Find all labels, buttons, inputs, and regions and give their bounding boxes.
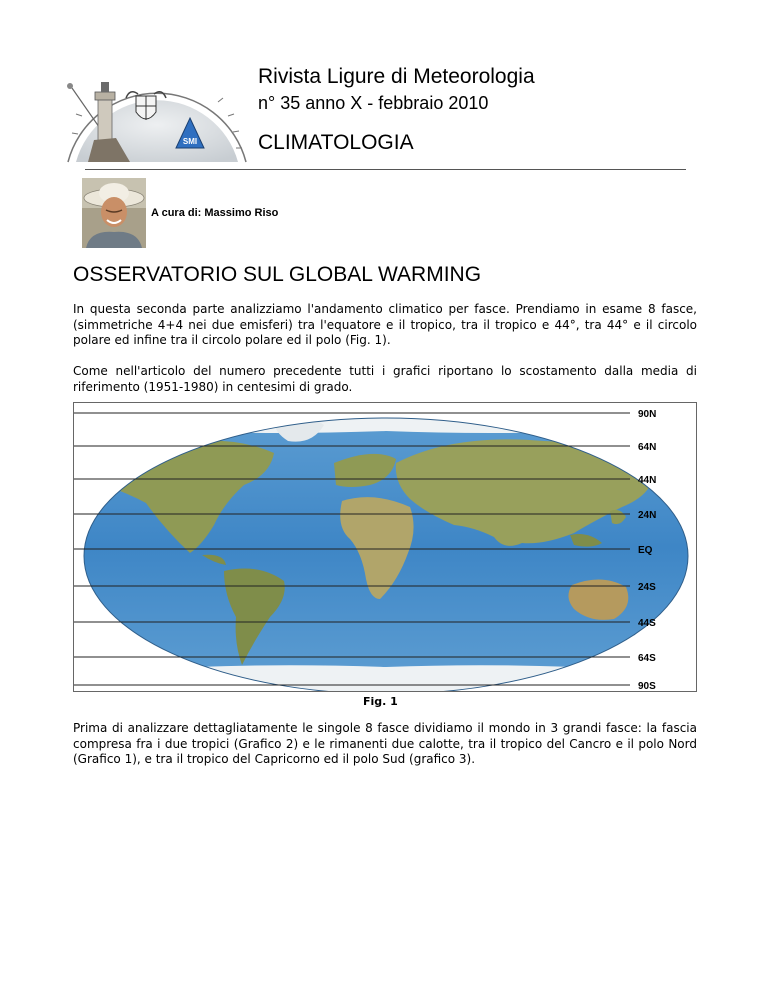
figure-caption: Fig. 1 (363, 695, 398, 708)
magazine-logo (58, 76, 250, 166)
world-map-figure (73, 402, 697, 692)
latitude-label-90n: 90N (638, 409, 657, 420)
latitude-label-24n: 24N (638, 510, 657, 521)
latitude-label-64s: 64S (638, 653, 656, 664)
paragraph-intro: In questa seconda parte analizziamo l'andamento climatico per fasce. Prendiamo in esame 8 fasce, (simmetriche 4+4 nei due emisferi) tra l'equatore e il tropico, tra il tropico e 44°, tra 44° e il circolo polare ed infine tra il circolo polare ed il polo (Fig. 1). (73, 302, 697, 347)
latitude-label-90s: 90S (638, 681, 656, 691)
latitude-label-44s: 44S (638, 618, 656, 629)
magazine-title: Rivista Ligure di Meteorologia (258, 65, 535, 88)
author-photo (82, 178, 146, 248)
article-title: OSSERVATORIO SUL GLOBAL WARMING (73, 263, 482, 286)
issue-line: n° 35 anno X - febbraio 2010 (258, 93, 489, 113)
latitude-label-eq: EQ (638, 545, 653, 556)
author-credit: A cura di: Massimo Riso (151, 207, 279, 219)
logo-badge-text: SMI (182, 137, 198, 146)
latitude-label-24s: 24S (638, 582, 656, 593)
latitude-label-64n: 64N (638, 442, 657, 453)
section-title: CLIMATOLOGIA (258, 131, 414, 154)
paragraph-overview: Prima di analizzare dettagliatamente le singole 8 fasce dividiamo il mondo in 3 grandi fasce: la fascia compresa fra i due tropici (Grafico 2) e le rimanenti due calotte, tra il tropico del Cancro e il polo Nord (Grafico 1), e tra il tropico del Capricorno ed il polo Sud (grafico 3). (73, 721, 697, 766)
paragraph-reference: Come nell'articolo del numero precedente tutti i grafici riportano lo scostamento dalla media di riferimento (1951-1980) in centesimi di grado. (73, 364, 697, 394)
latitude-label-44n: 44N (638, 475, 657, 486)
header-divider (85, 169, 686, 170)
